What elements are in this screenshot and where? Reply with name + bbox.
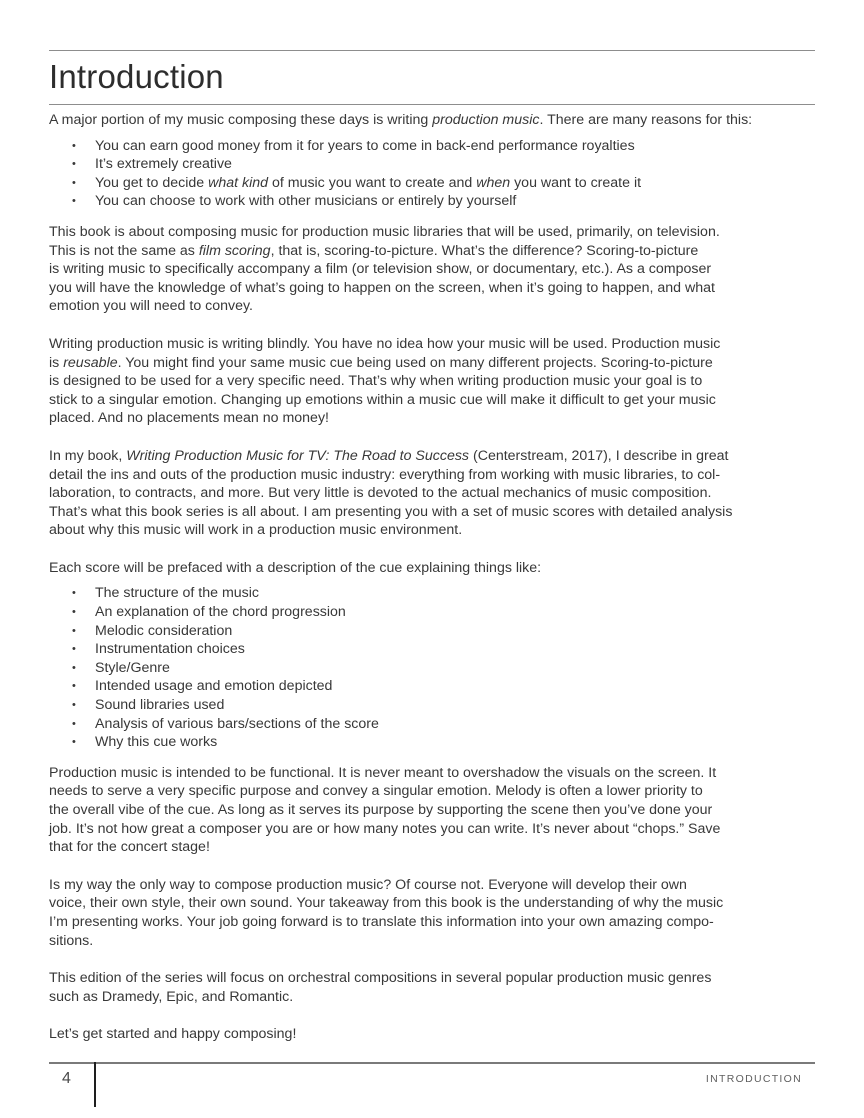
bullet-icon: • bbox=[72, 680, 76, 693]
page-title: Introduction bbox=[49, 58, 224, 95]
header-bottom-rule bbox=[49, 104, 815, 105]
page-header bbox=[49, 50, 815, 105]
list-item: • It’s extremely creative bbox=[72, 156, 232, 173]
footer-section-label: INTRODUCTION bbox=[705, 1073, 802, 1085]
list-item: • An explanation of the chord progression bbox=[72, 604, 346, 621]
list-item: • Style/Genre bbox=[72, 659, 170, 676]
list-item: • Intended usage and emotion depicted bbox=[72, 678, 333, 695]
paragraph: Let’s get started and happy composing! bbox=[49, 1026, 297, 1043]
paragraph: Each score will be prefaced with a description of the cue explaining things like: bbox=[49, 559, 542, 576]
footer-row bbox=[49, 1064, 815, 1114]
paragraph: A major portion of my music composing these days is writing production music. There are many reasons for this: bbox=[49, 112, 753, 128]
bullet-list bbox=[49, 137, 815, 211]
bullet-icon: • bbox=[72, 699, 76, 712]
paragraph: Production music is intended to be functional. It is never meant to overshadow the visuals on the screen. It needs to serve a very specific purpose and convey a singular emotion. Melody is often a lower priority to the overall vibe of the cue. As long as it serves its purpose by supporting the scene then you’ve done your job. It’s not how great a composer you are or how many notes you can write. It’s never about “chops.” Save that for the concert stage! bbox=[49, 764, 721, 856]
paragraph: In my book, Writing Production Music for TV: The Road to Success (Centerstream, 2017), I describe in great detail the ins and outs of the production music industry: everything from working with music libraries, to col- laboration, to contracts, and more. But very little is devoted to the actual mechanics of music composition. That’s what this book series is all about. I am presenting you with a set of music scores with detailed analysis about why this music will work in a production music environment. bbox=[49, 447, 733, 539]
footer-divider bbox=[94, 1062, 96, 1107]
list-item: • You can earn good money from it for years to come in back-end performance royalties bbox=[72, 137, 635, 154]
list-item: • The structure of the music bbox=[72, 585, 260, 602]
bullet-icon: • bbox=[72, 643, 76, 656]
bullet-icon: • bbox=[72, 736, 76, 749]
list-item: • Analysis of various bars/sections of the score bbox=[72, 715, 379, 732]
bullet-icon: • bbox=[72, 176, 76, 189]
bullet-icon: • bbox=[72, 139, 76, 152]
list-item: • You get to decide what kind of music you want to create and when you want to create it bbox=[72, 174, 642, 191]
list-item: • Sound libraries used bbox=[72, 697, 225, 714]
bullet-icon: • bbox=[72, 717, 76, 730]
bullet-icon: • bbox=[72, 624, 76, 637]
page-footer bbox=[49, 1062, 815, 1114]
list-item: • Instrumentation choices bbox=[72, 641, 245, 658]
page-number: 4 bbox=[62, 1070, 71, 1087]
bullet-icon: • bbox=[72, 195, 76, 208]
paragraph: This book is about composing music for production music libraries that will be used, primarily, on television. This is not the same as film scoring, that is, scoring-to-picture. What’s the difference? Scoring-to-picture is writing music to specifically accompany a film (or television show, or documentary, etc.). As a composer you will have the knowledge of what’s going to happen on the screen, when it’s going to happen, and what emotion you will need to convey. bbox=[49, 223, 720, 315]
paragraph: Is my way the only way to compose production music? Of course not. Everyone will develop their own voice, their own style, their own sound. Your takeaway from this book is the understanding of why the music I’m presenting works. Your job going forward is to translate this information into your own amazing compo- sitions. bbox=[49, 876, 724, 949]
paragraph: Writing production music is writing blindly. You have no idea how your music will be used. Production music is reusable. You might find your same music cue being used on many different projects. Scoring-to-picture is designed to be used for a very specific need. That’s why when writing production music your goal is to stick to a singular emotion. Changing up emotions within a music cue will make it difficult to get your music placed. And no placements mean no money! bbox=[49, 335, 721, 427]
bullet-icon: • bbox=[72, 158, 76, 171]
bullet-list bbox=[49, 584, 815, 751]
list-item: • Why this cue works bbox=[72, 734, 218, 751]
paragraph: This edition of the series will focus on orchestral compositions in several popular production music genres such as Dramedy, Epic, and Romantic. bbox=[49, 970, 712, 1005]
list-item: • Melodic consideration bbox=[72, 622, 233, 639]
list-item: • You can choose to work with other musicians or entirely by yourself bbox=[72, 193, 517, 210]
bullet-icon: • bbox=[72, 587, 76, 600]
header-top-rule bbox=[49, 50, 815, 51]
body-text bbox=[49, 111, 815, 1044]
bullet-icon: • bbox=[72, 606, 76, 619]
page-content bbox=[0, 50, 864, 1044]
bullet-icon: • bbox=[72, 661, 76, 674]
